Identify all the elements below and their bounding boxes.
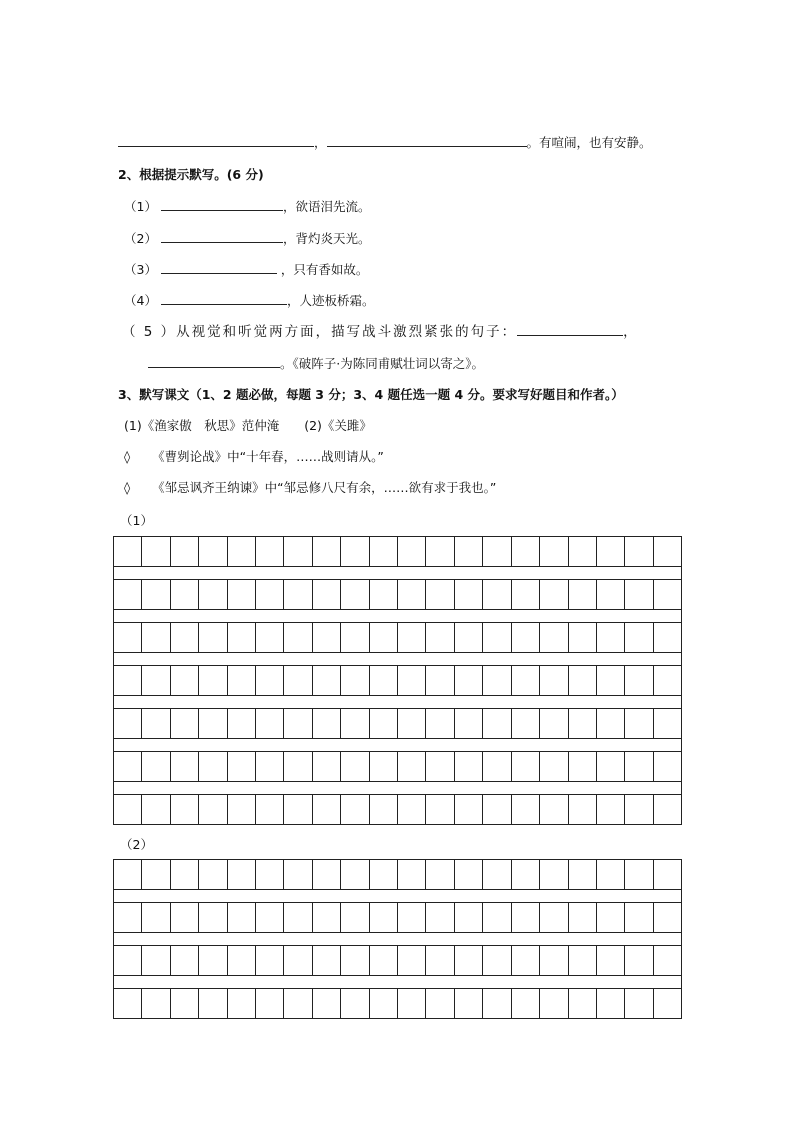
grid-cell[interactable] — [455, 752, 483, 781]
grid-cell[interactable] — [398, 623, 426, 652]
grid-cell[interactable] — [142, 666, 170, 695]
grid-cell[interactable] — [654, 537, 681, 566]
grid-cell[interactable] — [370, 537, 398, 566]
grid-cell[interactable] — [313, 580, 341, 609]
grid-row — [114, 859, 681, 890]
grid-cell[interactable] — [228, 989, 256, 1018]
item-text: ，人迹板桥霜。 — [286, 293, 375, 308]
grid-cell[interactable] — [455, 795, 483, 824]
grid-cell[interactable] — [228, 752, 256, 781]
grid-cell[interactable] — [228, 580, 256, 609]
grid-cell[interactable] — [597, 989, 625, 1018]
grid-cell[interactable] — [654, 946, 681, 975]
grid-cell[interactable] — [398, 537, 426, 566]
grid-row — [114, 945, 681, 976]
grid-cell[interactable] — [341, 580, 369, 609]
grid-cell[interactable] — [483, 666, 511, 695]
grid-cell[interactable] — [625, 580, 653, 609]
grid-cell[interactable] — [142, 795, 170, 824]
grid-cell[interactable] — [540, 623, 568, 652]
grid-row-gap — [114, 610, 681, 622]
grid-cell[interactable] — [398, 989, 426, 1018]
grid-cell[interactable] — [313, 860, 341, 889]
grid-cell[interactable] — [597, 537, 625, 566]
item5-prompt: （ 5 ）从视觉和听觉两方面，描写战斗激烈紧张的句子： — [122, 324, 518, 340]
grid-cell[interactable] — [142, 709, 170, 738]
grid-cell[interactable] — [284, 946, 312, 975]
grid-cell[interactable] — [483, 946, 511, 975]
grid-cell[interactable] — [540, 580, 568, 609]
grid-cell[interactable] — [455, 903, 483, 932]
grid-cell[interactable] — [256, 903, 284, 932]
grid-cell[interactable] — [370, 666, 398, 695]
grid-cell[interactable] — [426, 752, 454, 781]
grid-cell[interactable] — [512, 580, 540, 609]
grid-cell[interactable] — [256, 623, 284, 652]
grid-cell[interactable] — [114, 903, 142, 932]
grid-cell[interactable] — [654, 752, 681, 781]
answer-blank[interactable] — [161, 292, 287, 305]
grid-row-gap — [114, 567, 681, 579]
option-text: 《邹忌讽齐王纳谏》中“邹忌修八尺有余，……欲有求于我也。” — [152, 480, 497, 495]
grid-cell[interactable] — [569, 946, 597, 975]
grid-cell[interactable] — [654, 666, 681, 695]
grid-row — [114, 665, 681, 696]
grid-cell[interactable] — [398, 860, 426, 889]
grid-cell[interactable] — [540, 537, 568, 566]
grid-cell[interactable] — [483, 989, 511, 1018]
grid-cell[interactable] — [114, 752, 142, 781]
grid-cell[interactable] — [569, 989, 597, 1018]
grid-cell[interactable] — [625, 666, 653, 695]
grid-cell[interactable] — [199, 795, 227, 824]
grid-cell[interactable] — [171, 709, 199, 738]
grid-cell[interactable] — [142, 946, 170, 975]
grid-cell[interactable] — [284, 752, 312, 781]
grid-cell[interactable] — [426, 989, 454, 1018]
answer-blank[interactable] — [161, 230, 283, 243]
grid-cell[interactable] — [540, 709, 568, 738]
grid-cell[interactable] — [569, 623, 597, 652]
grid-cell[interactable] — [199, 946, 227, 975]
answer-blank[interactable] — [327, 134, 527, 147]
grid-cell[interactable] — [256, 580, 284, 609]
grid-cell[interactable] — [171, 752, 199, 781]
grid-cell[interactable] — [228, 709, 256, 738]
grid-cell[interactable] — [483, 537, 511, 566]
grid-cell[interactable] — [426, 537, 454, 566]
item-number: （2） — [124, 231, 157, 246]
grid-cell[interactable] — [569, 903, 597, 932]
grid-row-gap — [114, 696, 681, 708]
grid-cell[interactable] — [654, 580, 681, 609]
grid-cell[interactable] — [597, 946, 625, 975]
grid-cell[interactable] — [512, 666, 540, 695]
grid-cell[interactable] — [341, 860, 369, 889]
grid-cell[interactable] — [512, 623, 540, 652]
grid-cell[interactable] — [142, 623, 170, 652]
grid-cell[interactable] — [540, 989, 568, 1018]
grid-cell[interactable] — [370, 709, 398, 738]
grid-row-gap — [114, 933, 681, 945]
grid-cell[interactable] — [654, 795, 681, 824]
grid-row-gap — [114, 739, 681, 751]
grid-cell[interactable] — [228, 946, 256, 975]
grid-cell[interactable] — [284, 623, 312, 652]
grid-cell[interactable] — [597, 580, 625, 609]
grid-row — [114, 622, 681, 653]
q2-item-2 — [124, 230, 370, 247]
grid-cell[interactable] — [398, 903, 426, 932]
grid-cell[interactable] — [512, 903, 540, 932]
grid-cell[interactable] — [426, 860, 454, 889]
item-text: ，欲语泪先流。 — [282, 199, 371, 214]
grid-cell[interactable] — [455, 580, 483, 609]
grid-cell[interactable] — [512, 795, 540, 824]
grid-cell[interactable] — [341, 946, 369, 975]
grid-cell[interactable] — [313, 709, 341, 738]
grid-cell[interactable] — [569, 752, 597, 781]
grid-cell[interactable] — [313, 752, 341, 781]
grid-cell[interactable] — [512, 752, 540, 781]
q3-option-3 — [124, 449, 384, 465]
grid-cell[interactable] — [341, 537, 369, 566]
grid-cell[interactable] — [341, 709, 369, 738]
grid-cell[interactable] — [370, 623, 398, 652]
grid-row-gap — [114, 890, 681, 902]
grid-cell[interactable] — [341, 989, 369, 1018]
grid-cell[interactable] — [142, 580, 170, 609]
grid-cell[interactable] — [370, 795, 398, 824]
grid-cell[interactable] — [171, 795, 199, 824]
grid-cell[interactable] — [455, 623, 483, 652]
grid-cell[interactable] — [114, 946, 142, 975]
grid-cell[interactable] — [199, 623, 227, 652]
grid-cell[interactable] — [228, 623, 256, 652]
grid-cell[interactable] — [398, 580, 426, 609]
grid-cell[interactable] — [171, 946, 199, 975]
grid-cell[interactable] — [256, 666, 284, 695]
grid-cell[interactable] — [455, 946, 483, 975]
grid-cell[interactable] — [540, 752, 568, 781]
grid-cell[interactable] — [199, 860, 227, 889]
grid-row — [114, 988, 681, 1019]
writing-grid-2[interactable] — [113, 859, 682, 1019]
q3-option-4 — [124, 480, 496, 496]
q2-item-3 — [124, 261, 368, 278]
grid-cell[interactable] — [654, 709, 681, 738]
grid-row-gap — [114, 976, 681, 988]
grid-cell[interactable] — [284, 537, 312, 566]
grid-cell[interactable] — [199, 580, 227, 609]
grid-cell[interactable] — [426, 623, 454, 652]
grid-cell[interactable] — [284, 860, 312, 889]
grid-cell[interactable] — [625, 860, 653, 889]
grid-cell[interactable] — [569, 666, 597, 695]
grid-cell[interactable] — [569, 580, 597, 609]
grid-cell[interactable] — [370, 903, 398, 932]
grid-cell[interactable] — [114, 580, 142, 609]
option-text: 《曹刿论战》中“十年春，……战则请从。” — [152, 449, 384, 464]
grid-cell[interactable] — [370, 946, 398, 975]
grid-row — [114, 902, 681, 933]
grid-cell[interactable] — [512, 989, 540, 1018]
grid-cell[interactable] — [171, 537, 199, 566]
grid-label-2: （2） — [120, 837, 153, 852]
grid-cell[interactable] — [256, 946, 284, 975]
item5-tail: 。《破阵子·为陈同甫赋壮词以寄之》。 — [280, 356, 484, 371]
grid-cell[interactable] — [114, 795, 142, 824]
grid-cell[interactable] — [171, 666, 199, 695]
grid-cell[interactable] — [256, 989, 284, 1018]
grid-cell[interactable] — [625, 752, 653, 781]
grid-cell[interactable] — [114, 537, 142, 566]
grid-cell[interactable] — [256, 795, 284, 824]
grid-cell[interactable] — [398, 666, 426, 695]
grid-cell[interactable] — [540, 666, 568, 695]
grid-row — [114, 751, 681, 782]
grid-cell[interactable] — [370, 860, 398, 889]
grid-row-gap — [114, 653, 681, 665]
grid-cell[interactable] — [370, 580, 398, 609]
item-number: （3） — [124, 262, 157, 277]
grid-cell[interactable] — [341, 623, 369, 652]
grid-cell[interactable] — [171, 903, 199, 932]
grid-cell[interactable] — [313, 989, 341, 1018]
comma: ， — [623, 324, 639, 340]
item-number: （4） — [124, 293, 157, 308]
grid-cell[interactable] — [199, 752, 227, 781]
grid-cell[interactable] — [171, 623, 199, 652]
grid-row-gap — [114, 782, 681, 794]
grid-cell[interactable] — [199, 666, 227, 695]
grid-cell[interactable] — [114, 709, 142, 738]
grid-cell[interactable] — [341, 666, 369, 695]
grid-cell[interactable] — [313, 903, 341, 932]
grid-cell[interactable] — [426, 795, 454, 824]
q2-item-1 — [124, 198, 370, 215]
bullet-icon: ◊ — [124, 449, 131, 464]
grid-cell[interactable] — [455, 860, 483, 889]
grid-cell[interactable] — [370, 752, 398, 781]
grid-cell[interactable] — [625, 946, 653, 975]
grid-cell[interactable] — [569, 709, 597, 738]
grid-cell[interactable] — [625, 623, 653, 652]
grid-cell[interactable] — [597, 666, 625, 695]
grid-cell[interactable] — [341, 795, 369, 824]
grid-cell[interactable] — [540, 860, 568, 889]
grid-cell[interactable] — [483, 580, 511, 609]
grid-cell[interactable] — [455, 709, 483, 738]
item-number: （1） — [124, 199, 157, 214]
grid-cell[interactable] — [228, 860, 256, 889]
grid-cell[interactable] — [341, 752, 369, 781]
grid-cell[interactable] — [228, 537, 256, 566]
answer-blank[interactable] — [118, 134, 314, 147]
grid-cell[interactable] — [199, 989, 227, 1018]
grid-row — [114, 708, 681, 739]
grid-cell[interactable] — [597, 860, 625, 889]
answer-blank[interactable] — [517, 323, 623, 336]
grid-cell[interactable] — [284, 580, 312, 609]
grid-cell[interactable] — [426, 903, 454, 932]
grid-cell[interactable] — [142, 752, 170, 781]
comma: ， — [314, 135, 327, 150]
grid-cell[interactable] — [313, 537, 341, 566]
grid-cell[interactable] — [370, 989, 398, 1018]
grid-cell[interactable] — [284, 989, 312, 1018]
grid-cell[interactable] — [569, 795, 597, 824]
grid-cell[interactable] — [426, 580, 454, 609]
grid-cell[interactable] — [569, 537, 597, 566]
grid-cell[interactable] — [114, 860, 142, 889]
grid-cell[interactable] — [256, 709, 284, 738]
grid-cell[interactable] — [597, 709, 625, 738]
q2-item-4 — [124, 292, 374, 309]
grid-cell[interactable] — [512, 860, 540, 889]
grid-cell[interactable] — [171, 580, 199, 609]
grid-cell[interactable] — [142, 860, 170, 889]
item-text: ，只有香如故。 — [280, 262, 369, 277]
grid-cell[interactable] — [569, 860, 597, 889]
grid-cell[interactable] — [597, 903, 625, 932]
grid-cell[interactable] — [625, 989, 653, 1018]
grid-cell[interactable] — [540, 795, 568, 824]
grid-cell[interactable] — [228, 903, 256, 932]
grid-cell[interactable] — [284, 666, 312, 695]
grid-cell[interactable] — [625, 709, 653, 738]
grid-cell[interactable] — [654, 623, 681, 652]
grid-cell[interactable] — [625, 903, 653, 932]
q2-item-5 — [122, 323, 639, 340]
grid-cell[interactable] — [597, 752, 625, 781]
grid-cell[interactable] — [654, 903, 681, 932]
grid-cell[interactable] — [512, 709, 540, 738]
grid-cell[interactable] — [597, 795, 625, 824]
q2-item-5-cont — [148, 355, 484, 372]
writing-grid-1[interactable] — [113, 536, 682, 825]
grid-cell[interactable] — [284, 903, 312, 932]
grid-cell[interactable] — [284, 795, 312, 824]
grid-cell[interactable] — [171, 989, 199, 1018]
grid-cell[interactable] — [228, 795, 256, 824]
grid-cell[interactable] — [483, 623, 511, 652]
grid-cell[interactable] — [426, 666, 454, 695]
grid-cell[interactable] — [313, 946, 341, 975]
grid-cell[interactable] — [455, 537, 483, 566]
answer-blank[interactable] — [161, 261, 277, 274]
grid-cell[interactable] — [426, 946, 454, 975]
q3-options: (1)《渔家傲 秋思》范仲淹 (2)《关雎》 — [124, 418, 372, 433]
grid-label-1: （1） — [120, 513, 153, 528]
grid-row — [114, 536, 681, 567]
grid-cell[interactable] — [142, 537, 170, 566]
grid-cell[interactable] — [256, 752, 284, 781]
grid-cell[interactable] — [625, 537, 653, 566]
grid-cell[interactable] — [256, 537, 284, 566]
grid-cell[interactable] — [597, 623, 625, 652]
grid-cell[interactable] — [540, 903, 568, 932]
grid-cell[interactable] — [114, 989, 142, 1018]
grid-cell[interactable] — [512, 946, 540, 975]
grid-cell[interactable] — [313, 795, 341, 824]
grid-cell[interactable] — [199, 903, 227, 932]
q3-title: 3、默写课文（1、2 题必做，每题 3 分；3、4 题任选一题 4 分。要求写好题目和作者。） — [118, 387, 624, 402]
grid-cell[interactable] — [313, 666, 341, 695]
grid-cell[interactable] — [398, 795, 426, 824]
grid-cell[interactable] — [313, 623, 341, 652]
answer-blank[interactable] — [161, 198, 283, 211]
grid-cell[interactable] — [256, 860, 284, 889]
grid-cell[interactable] — [398, 946, 426, 975]
grid-cell[interactable] — [114, 666, 142, 695]
grid-cell[interactable] — [228, 666, 256, 695]
grid-cell[interactable] — [483, 903, 511, 932]
grid-cell[interactable] — [284, 709, 312, 738]
grid-cell[interactable] — [512, 537, 540, 566]
grid-cell[interactable] — [341, 903, 369, 932]
bullet-icon: ◊ — [124, 480, 131, 495]
top-fill-line — [118, 134, 652, 151]
grid-cell[interactable] — [654, 989, 681, 1018]
grid-cell[interactable] — [171, 860, 199, 889]
grid-cell[interactable] — [483, 795, 511, 824]
answer-blank[interactable] — [148, 355, 280, 368]
grid-cell[interactable] — [654, 860, 681, 889]
grid-cell[interactable] — [398, 709, 426, 738]
grid-cell[interactable] — [199, 537, 227, 566]
grid-row — [114, 579, 681, 610]
grid-cell[interactable] — [199, 709, 227, 738]
grid-cell[interactable] — [540, 946, 568, 975]
grid-cell[interactable] — [483, 752, 511, 781]
item-text: ，背灼炎天光。 — [282, 231, 371, 246]
grid-cell[interactable] — [625, 795, 653, 824]
q2-title: 2、根据提示默写。(6 分) — [118, 167, 264, 182]
grid-cell[interactable] — [483, 709, 511, 738]
grid-cell[interactable] — [142, 903, 170, 932]
grid-cell[interactable] — [455, 666, 483, 695]
grid-cell[interactable] — [114, 623, 142, 652]
top-line-tail: 。有喧闹，也有安静。 — [526, 135, 652, 150]
grid-cell[interactable] — [398, 752, 426, 781]
grid-row — [114, 794, 681, 825]
grid-cell[interactable] — [142, 989, 170, 1018]
grid-cell[interactable] — [483, 860, 511, 889]
grid-cell[interactable] — [426, 709, 454, 738]
grid-cell[interactable] — [455, 989, 483, 1018]
